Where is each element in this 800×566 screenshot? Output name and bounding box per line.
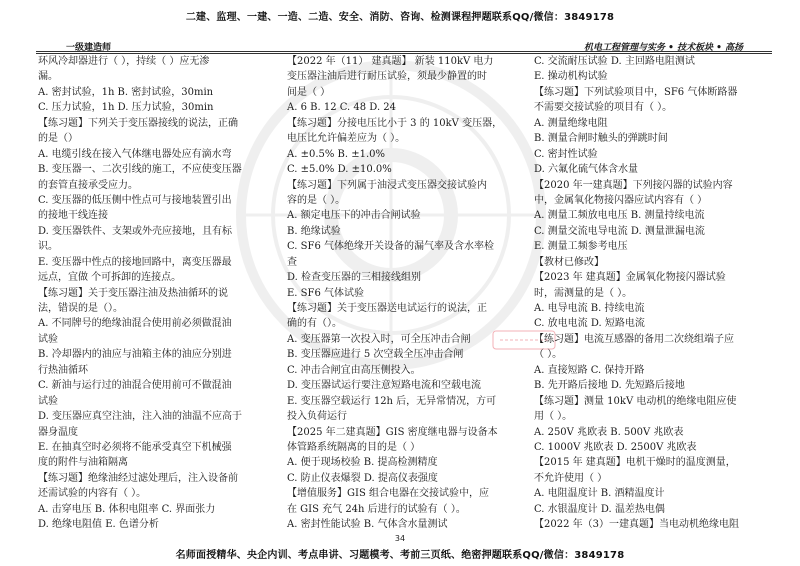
text-line: E. SF6 气体试验 <box>287 287 364 299</box>
text-line: 不允许使用（ ） <box>534 472 608 484</box>
text-line: 【练习题】下列属于油浸式变压器交接试验内 <box>287 179 487 191</box>
text-line: B. 变压器一、二次引线的施工，不应使变压器 <box>38 164 242 176</box>
text-line: A. 250V 兆欧表 B. 500V 兆欧表 <box>534 426 684 438</box>
text-line: C. 1000V 兆欧表 D. 2500V 兆欧表 <box>534 441 697 453</box>
text-line: 法，错误的是（）。 <box>38 303 123 314</box>
text-line: 【2022 年（11） 建真题】 新装 110kV 电力 <box>287 56 494 67</box>
text-line: 不需要交接试验的项目有（ ）。 <box>534 102 673 114</box>
text-line: B. 绝缘试验 <box>287 225 341 237</box>
text-line: 行热油循环 <box>38 364 88 376</box>
text-line: A. 不同牌号的绝缘油混合使用前必须做混油 <box>38 318 232 330</box>
text-line: 漏。 <box>38 71 58 83</box>
text-line: C. ±5.0% D. ±10.0% <box>287 164 392 176</box>
text-line: 器身温度 <box>38 426 78 438</box>
text-line: A. 密封性能试验 B. 气体含水量测试 <box>287 519 448 531</box>
text-line: D. 六氟化硫气体含水量 <box>534 164 639 176</box>
text-line: C. 交流耐压试验 D. 主回路电阻测试 <box>534 56 695 67</box>
text-line: 试验 <box>38 333 58 345</box>
text-line: C. 测量交流电导电流 D. 测量泄漏电流 <box>534 225 705 237</box>
text-line: C. 密封性试验 <box>534 148 598 160</box>
text-line: 【2020 年一建真题】下列接闪器的试验内容 <box>534 179 733 191</box>
text-line: 【2022 年（3）一建真题】当电动机绝缘电阻 <box>534 519 739 531</box>
text-line: 度的附件与油箱隔离 <box>38 457 128 469</box>
text-line: A. 电阻温度计 B. 酒精温度计 <box>534 488 665 500</box>
footer-banner: 名师面授精华、央企内训、考点串讲、习题模考、考前三页纸、绝密押题联系QQ/微信：3849178 <box>175 550 625 561</box>
text-line: 在 GIS 充气 24h 后进行的试验有（ ）。 <box>287 503 466 515</box>
text-line: A. 6 B. 12 C. 48 D. 24 <box>287 102 397 114</box>
text-line: A. 直接短路 C. 保持开路 <box>534 364 645 376</box>
text-line: A. 额定电压下的冲击合闸试验 <box>287 210 421 222</box>
text-line: D. 变压器试运行要注意短路电流和空载电流 <box>287 380 482 392</box>
text-line: 变压器注油后进行耐压试验，须最少静置的时 <box>287 71 487 83</box>
text-line: C. 变压器的低压侧中性点可与接地装置引出 <box>38 194 232 206</box>
text-line: （ ）。 <box>534 349 563 361</box>
text-line: 【练习题】分接电压比小于 3 的 10kV 变压器， <box>287 117 503 129</box>
text-line: 用（ ）。 <box>534 411 573 423</box>
text-line: 查 <box>287 256 297 268</box>
text-line: 【练习题】关于变压器送电试运行的说法，正 <box>287 303 487 314</box>
text-line: B. 先开路后接地 D. 先短路后接地 <box>534 380 685 392</box>
text-line: A. 电导电流 B. 持续电流 <box>534 303 645 314</box>
running-head-right: 机电工程管理与实务 • 技术板块 • 高扬 <box>584 43 744 53</box>
text-line: C. SF6 气体绝缘开关设备的漏气率及含水率检 <box>287 241 494 253</box>
text-column-right <box>534 54 772 531</box>
text-line: 【2025 年二建真题】GIS 密度继电器与设备本 <box>287 426 498 438</box>
text-line: 容的是（ ）。 <box>287 194 346 206</box>
text-line: 间是（ ） <box>287 86 331 98</box>
text-line: B. 测量合闸时触头的弹跳时间 <box>534 133 668 145</box>
text-line: 【练习题】下列试验项目中，SF6 气体断路器 <box>534 86 738 98</box>
text-line: 【2015 年 建真题】电机干燥时的温度测量， <box>534 457 736 469</box>
text-line: D. 变压器铁件、支架或外壳应接地，且有标 <box>38 225 233 237</box>
text-line: E. 操动机构试验 <box>534 71 608 83</box>
text-line: D. 检查变压器的三相接线组别 <box>287 272 422 284</box>
text-line: C. 冲击合闸宜由高压侧投入。 <box>287 364 421 376</box>
text-line: 环风冷却器进行（ ），持续（ ）应无渗 <box>38 56 210 67</box>
text-line: A. 电缆引线在接入气体继电器处应有滴水弯 <box>38 148 232 160</box>
text-line: 【练习题】关于变压器注油及热油循环的说 <box>38 287 228 299</box>
text-line: 时，需测量的是（ ）。 <box>534 287 633 299</box>
text-line: E. 变压器中性点的接地回路中，离变压器最 <box>38 256 232 268</box>
text-line: 【练习题】电流互感器的备用二次绕组端子应 <box>534 333 734 345</box>
text-line: 确的有（）。 <box>287 318 342 330</box>
text-line: C. 放电电流 D. 短路电流 <box>534 318 645 330</box>
text-line: E. 变压器空载运行 12h 后，无异常情况，方可 <box>287 395 497 407</box>
text-line: 投入负荷运行 <box>287 411 347 423</box>
page-number: 34 <box>394 534 406 543</box>
text-line: 远点，宜做 个可拆卸的连接点。 <box>38 272 182 284</box>
text-line: C. 新油与运行过的油混合使用前可不做混油 <box>38 380 232 392</box>
text-line: C. 防止仪表爆裂 D. 提高仪表强度 <box>287 472 438 484</box>
text-line: 电压比允许偏差应为（ ）。 <box>287 133 406 145</box>
text-line: 的套管直接承受应力。 <box>38 179 138 191</box>
text-line: 识。 <box>38 241 58 253</box>
text-line: 还需试验的内容有（ ）。 <box>38 488 147 500</box>
text-line: 体管路系统隔离的目的是（ ） <box>287 441 421 453</box>
text-line: 的接地干线连接 <box>38 210 108 222</box>
text-line: 【增值服务】GIS 组合电器在交接试验中，应 <box>287 488 489 500</box>
header-rule <box>36 51 772 52</box>
text-line: A. 变压器第一次投入时，可全压冲击合闸 <box>287 333 471 345</box>
text-line: 的是（） <box>38 133 78 145</box>
text-line: 试验 <box>38 395 58 407</box>
text-line: B. 冷却器内的油应与油箱主体的油应分别进 <box>38 349 232 361</box>
header-banner: 二建、监理、一建、一造、二造、安全、消防、咨询、检测课程押题联系QQ/微信：3849178 <box>185 12 615 23</box>
running-head-left: 一级建造师 <box>66 43 112 53</box>
text-line: A. 测量绝缘电阻 <box>534 117 608 129</box>
text-line: A. 便于现场校验 B. 提高检测精度 <box>287 457 438 469</box>
text-line: B. 变压器应进行 5 次空载全压冲击合闸 <box>287 349 464 361</box>
text-line: 【练习题】测量 10kV 电动机的绝缘电阻应使 <box>534 395 737 407</box>
text-line: D. 变压器应真空注油，注入油的油温不应高于 <box>38 411 243 423</box>
text-line: C. 水银温度计 D. 温差热电偶 <box>534 503 665 515</box>
text-line: 【教材已修改】 <box>534 256 604 268</box>
text-line: A. 密封试验，1h B. 密封试验，30min <box>38 86 214 98</box>
text-line: E. 在抽真空时必须将不能承受真空下机械强 <box>38 441 232 453</box>
text-line: A. 击穿电压 B. 体积电阻率 C. 界面张力 <box>38 503 216 515</box>
text-line: E. 测量工频参考电压 <box>534 241 628 253</box>
text-line: A. ±0.5% B. ±1.0% <box>287 148 386 160</box>
text-column-middle <box>287 54 531 531</box>
text-line: 【练习题】下列关于变压器接线的说法，正确 <box>38 117 238 129</box>
text-column-left <box>38 54 282 531</box>
text-line: 中，金属氧化物接闪器应试内容有（ ） <box>534 194 708 206</box>
text-line: 【2023 年 建真题】金属氧化物接闪器试验 <box>534 272 726 284</box>
text-line: D. 绝缘电阻值 E. 色谱分析 <box>38 519 159 531</box>
text-line: 【练习题】绝缘油经过滤处理后，注入设备前 <box>38 472 238 484</box>
text-line: A. 测量工频放电电压 B. 测量持续电流 <box>534 210 705 222</box>
text-line: C. 压力试验，1h D. 压力试验，30min <box>38 102 214 114</box>
